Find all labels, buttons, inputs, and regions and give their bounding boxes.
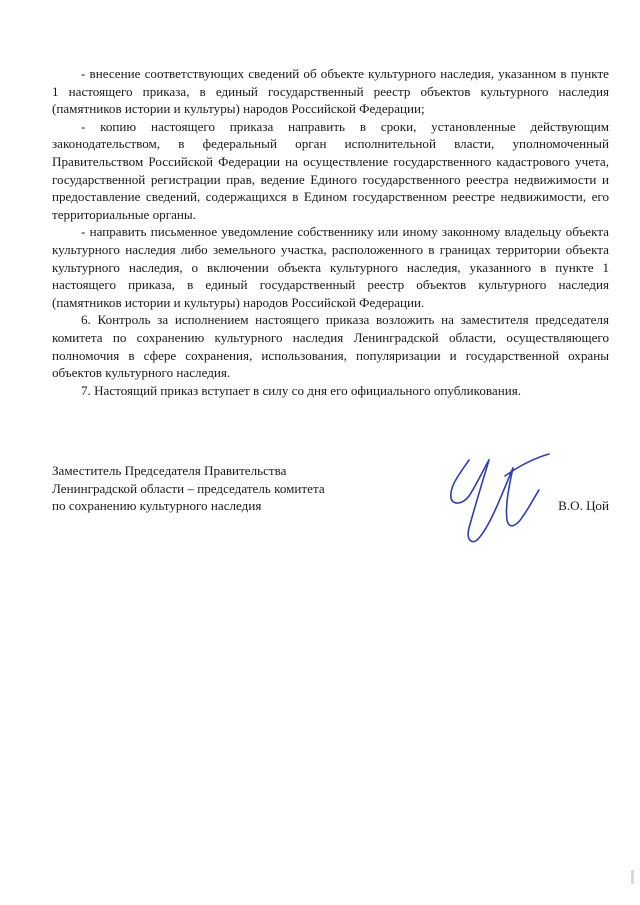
scan-edge-mark: [631, 870, 634, 884]
paragraph-owner-notification: - направить письменное уведомление собственнику или иному законному владельцу объекта культурного наследия либо земельного участка, расположенного в границах территории объекта культурного наследия, о включении объекта культурного наследия, указанного в пункте 1 настоящего приказа, в единый государственный реестр объектов культурного наследия (памятников истории и культуры) народов Российской Федерации.: [52, 224, 609, 310]
signature-block: [52, 462, 609, 542]
signer-title-line: Заместитель Председателя Правительства: [52, 463, 287, 478]
paragraph-registry-entry: - внесение соответствующих сведений об объекте культурного наследия, указанном в пункте 1 настоящего приказа, в единый государственный реестр объектов культурного наследия (памятников истории и культуры) народов Российской Федерации;: [52, 66, 609, 117]
paragraph-effective-date: 7. Настоящий приказ вступает в силу со дня его официального опубликования.: [81, 382, 522, 398]
signer-name: В.О. Цой: [558, 498, 609, 513]
paragraph-copy-to-federal-agency: - копию настоящего приказа направить в сроки, установленные действующим законодательством, в федеральный орган исполнительной власти, уполномоченный Правительством Российской Федерации на осуществление государственного кадастрового учета, государственной регистрации прав, ведение Единого государственного реестра недвижимости и предоставление сведений, содержащихся в Едином государственном реестре недвижимости, его территориальные органы.: [52, 118, 609, 222]
document-body: [52, 65, 609, 399]
signer-title-line: Ленинградской области – председатель комитета: [52, 480, 325, 496]
handwritten-signature-icon: [439, 446, 564, 556]
signer-title: [52, 462, 412, 515]
paragraph-control-clause: 6. Контроль за исполнением настоящего приказа возложить на заместителя председателя комитета по сохранению культурного наследия Ленинградской области, осуществляющего полномочия в сфере сохранения, использования, популяризации и государственной охраны объектов культурного наследия.: [52, 312, 609, 381]
signer-title-line: по сохранению культурного наследия: [52, 498, 262, 514]
